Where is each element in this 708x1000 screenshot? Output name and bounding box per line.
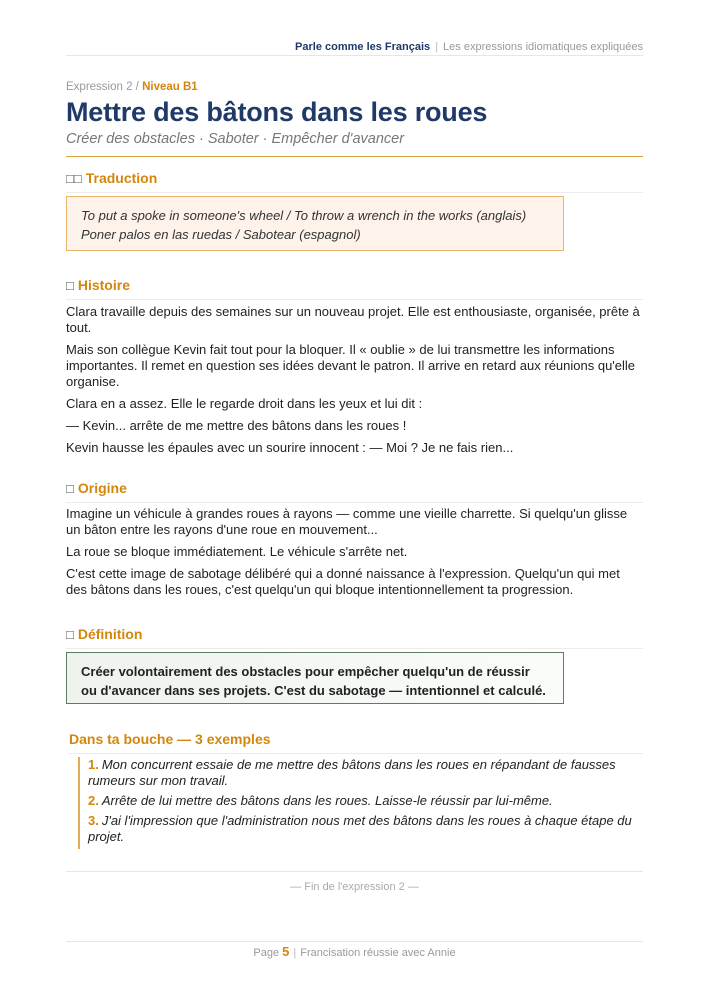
examples-heading: Dans ta bouche — 3 exemples: [69, 731, 643, 754]
running-header: [295, 41, 643, 53]
example-number: 2.: [88, 793, 99, 808]
footer-credit: Francisation réussie avec Annie: [300, 947, 456, 959]
section-heading-definition: [66, 626, 643, 649]
paragraph: Kevin hausse les épaules avec un sourire innocent : — Moi ? Je ne fais rien...: [66, 440, 514, 455]
section-title: Histoire: [77, 277, 130, 293]
definition-icon: □: [66, 627, 74, 642]
expression-kicker: [66, 81, 198, 93]
footer-separator: |: [293, 947, 297, 959]
expression-number: Expression 2 /: [66, 81, 143, 93]
story-icon: □: [66, 278, 74, 293]
title-divider: [66, 156, 643, 157]
paragraph: C'est cette image de sabotage délibéré qui a donné naissance à l'expression. Quelqu'un qui met des bâtons dans les roues, c'est quelqu'un qui bloque intentionnellement ta progression.: [66, 566, 620, 597]
section-heading-histoire: [66, 277, 643, 300]
paragraph: Imagine un véhicule à grandes roues à rayons — comme une vieille charrette. Si quelqu'un glisse un bâton entre les rayons d'une roue en mouvement...: [66, 506, 628, 537]
section-heading-traduction: [66, 170, 643, 193]
page-footer: [66, 944, 643, 959]
flags-icon: □□: [66, 171, 82, 186]
footer-divider: [66, 941, 643, 942]
document-page: [66, 0, 643, 1000]
example-text: Arrête de lui mettre des bâtons dans les roues. Laisse-le réussir par lui-même.: [101, 793, 553, 808]
page-subtitle: Créer des obstacles · Saboter · Empêcher d'avancer: [66, 131, 405, 147]
section-title: Définition: [77, 626, 143, 642]
paragraph: Clara en a assez. Elle le regarde droit dans les yeux et lui dit :: [66, 396, 423, 411]
page-label: Page: [253, 947, 280, 959]
header-divider: [66, 55, 643, 56]
series-title: Parle comme les Français: [295, 41, 431, 53]
example-item: [88, 757, 648, 789]
section-heading-origine: [66, 480, 643, 503]
definition-text: Créer volontairement des obstacles pour empêcher quelqu'un de réussir ou d'avancer dans ses projets. C'est du sabotage — intentionnel et calculé.: [81, 664, 546, 698]
translation-box: [66, 196, 564, 251]
end-divider: [66, 871, 643, 872]
section-title: Origine: [77, 480, 127, 496]
origin-icon: □: [66, 481, 74, 496]
paragraph: Clara travaille depuis des semaines sur un nouveau projet. Elle est enthousiaste, organisée, prête à tout.: [66, 304, 640, 335]
level-badge: Niveau B1: [142, 81, 198, 93]
example-text: J'ai l'impression que l'administration nous met des bâtons dans les roues à chaque étape du projet.: [88, 813, 632, 844]
example-item: [88, 813, 648, 845]
page-title: Mettre des bâtons dans les roues: [66, 97, 488, 127]
translation-english: To put a spoke in someone's wheel / To throw a wrench in the works (anglais): [81, 208, 527, 223]
section-title: Traduction: [85, 170, 158, 186]
example-text: Mon concurrent essaie de me mettre des bâtons dans les roues en répandant de fausses rumeurs sur mon travail.: [88, 757, 616, 788]
examples-list: [78, 757, 648, 849]
paragraph: Mais son collègue Kevin fait tout pour la bloquer. Il « oublie » de lui transmettre les informations importantes. Il remet en question ses idées devant le patron. Il arrive en retard aux réunions qu'elle organise.: [66, 342, 636, 389]
paragraph: — Kevin... arrête de me mettre des bâtons dans les roues !: [66, 418, 407, 433]
example-number: 1.: [88, 757, 99, 772]
series-tagline: Les expressions idiomatiques expliquées: [443, 41, 643, 53]
story-text: [66, 304, 643, 462]
paragraph: La roue se bloque immédiatement. Le véhicule s'arrête net.: [66, 544, 408, 559]
example-item: [88, 793, 648, 809]
example-number: 3.: [88, 813, 99, 828]
header-separator: |: [435, 41, 439, 53]
definition-box: [66, 652, 564, 704]
origin-text: [66, 506, 643, 604]
translation-spanish: Poner palos en las ruedas / Sabotear (espagnol): [81, 227, 361, 242]
end-of-expression-note: — Fin de l'expression 2 —: [290, 881, 419, 893]
page-number: 5: [282, 944, 290, 959]
